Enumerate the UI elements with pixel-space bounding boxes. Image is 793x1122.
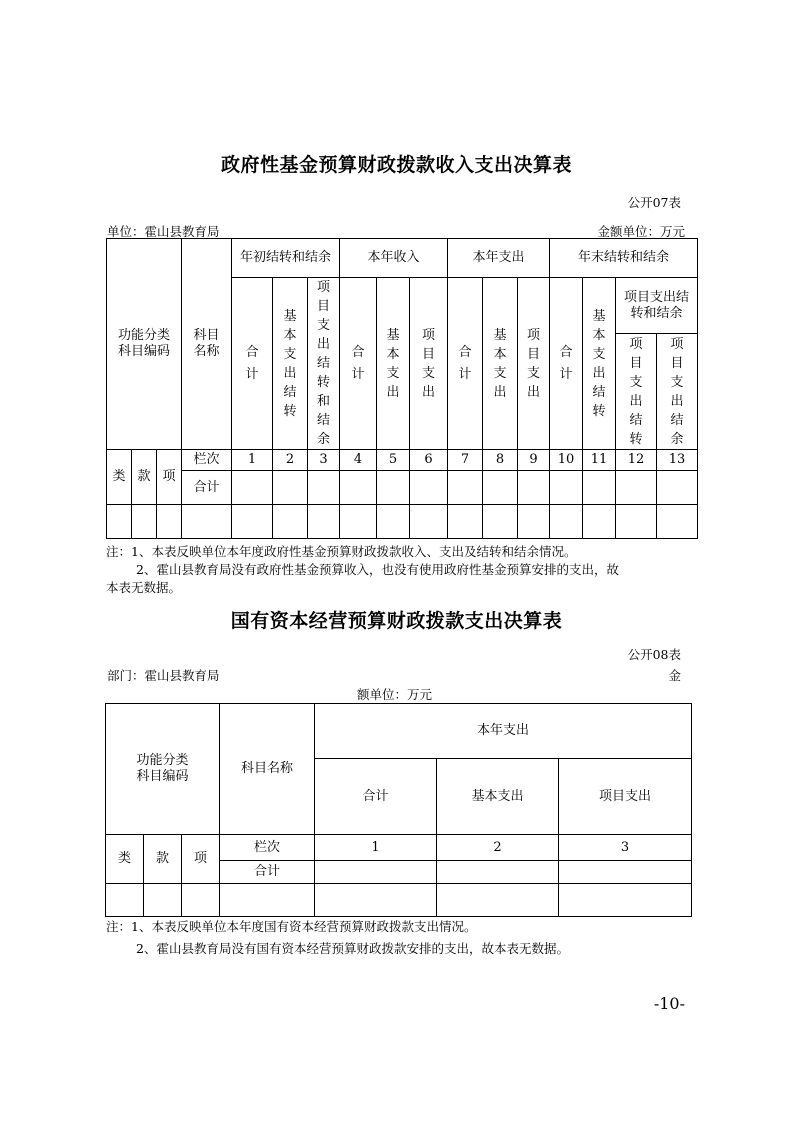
- column-number: 5: [377, 450, 410, 471]
- column-number: 3: [308, 450, 340, 471]
- row-label: 栏次: [220, 835, 315, 861]
- item-header: 项: [157, 450, 182, 505]
- table-row: [106, 884, 692, 917]
- table8: [105, 703, 692, 917]
- subject-name-header: 科目名称: [182, 239, 232, 450]
- table-cell: [410, 471, 448, 505]
- table7-form-number: 公开07表: [627, 195, 681, 210]
- column-number: 4: [340, 450, 377, 471]
- project-header: 项目支出: [559, 759, 692, 835]
- table7: [106, 238, 698, 539]
- column-number: 10: [550, 450, 583, 471]
- table7-note-3: 本表无数据。: [106, 580, 182, 595]
- income-header: 本年收入: [340, 239, 448, 278]
- category-header: 类: [106, 835, 144, 884]
- table7-note-2: 2、霍山县教育局没有政府性基金预算收入，也没有使用政府性基金预算安排的支出，故: [136, 562, 619, 577]
- table8-amount-unit-b: 额单位：万元: [357, 687, 433, 702]
- begin-total-header: 合计: [232, 278, 273, 450]
- column-number: 13: [657, 450, 698, 471]
- category-header: 类: [107, 450, 132, 505]
- begin-carry-header: 年初结转和结余: [232, 239, 340, 278]
- table7-unit-label: 单位：霍山县教育局: [107, 224, 220, 239]
- end-project-balance-header: 项目支出结余: [657, 334, 698, 450]
- table-cell: [315, 861, 437, 884]
- table7-note-1: 注：1、本表反映单位本年度政府性基金预算财政拨款收入、支出及结转和结余情况。: [106, 544, 577, 559]
- table8-title: 国有资本经营预算财政拨款支出决算表: [230, 610, 563, 632]
- basic-header: 基本支出: [437, 759, 559, 835]
- column-number: 7: [448, 450, 483, 471]
- row-label: 栏次: [182, 450, 232, 471]
- expense-project-header: 项目支出: [518, 278, 550, 450]
- column-number: 6: [410, 450, 448, 471]
- income-basic-header: 基本支出: [377, 278, 410, 450]
- income-project-header: 项目支出: [410, 278, 448, 450]
- table-cell: [483, 471, 518, 505]
- table-cell: [559, 861, 692, 884]
- column-number: 3: [559, 835, 692, 861]
- table8-dept-label: 部门：霍山县教育局: [107, 668, 220, 683]
- section-header: 款: [132, 450, 157, 505]
- end-project-carry-header: 项目支出结转: [616, 334, 657, 450]
- sum-label: 合计: [220, 861, 315, 884]
- column-number: 2: [437, 835, 559, 861]
- table-cell: [340, 471, 377, 505]
- table-cell: [583, 471, 616, 505]
- column-number: 12: [616, 450, 657, 471]
- func-code-header: 功能分类科目编码: [107, 239, 182, 450]
- table7-title: 政府性基金预算财政拨款收入支出决算表: [220, 154, 572, 176]
- table-cell: [550, 471, 583, 505]
- end-total-header: 合计: [550, 278, 583, 450]
- func-code-header: 功能分类 科目编码: [106, 704, 220, 835]
- item-header: 项: [182, 835, 220, 884]
- table-cell: [232, 471, 273, 505]
- table8-note-2: 2、霍山县教育局没有国有资本经营预算财政拨款安排的支出，故本表无数据。: [136, 941, 569, 956]
- table-cell: [518, 471, 550, 505]
- income-total-header: 合计: [340, 278, 377, 450]
- table-cell: [308, 471, 340, 505]
- table-cell: [657, 471, 698, 505]
- table-cell: [448, 471, 483, 505]
- column-number: 1: [232, 450, 273, 471]
- table-cell: [273, 471, 308, 505]
- table-row: [107, 505, 698, 539]
- table8-form-number: 公开08表: [627, 647, 681, 662]
- table-cell: [377, 471, 410, 505]
- end-carry-header: 年末结转和结余: [550, 239, 698, 278]
- sum-label: 合计: [182, 471, 232, 505]
- subject-name-header: 科目名称: [220, 704, 315, 835]
- table8-amount-unit-a: 金: [668, 668, 681, 683]
- section-header: 款: [144, 835, 182, 884]
- page-number: -10-: [653, 994, 685, 1013]
- column-number: 1: [315, 835, 437, 861]
- begin-basic-header: 基本支出结转: [273, 278, 308, 450]
- expense-total-header: 合计: [448, 278, 483, 450]
- column-number: 2: [273, 450, 308, 471]
- column-number: 9: [518, 450, 550, 471]
- end-basic-header: 基本支出结转: [583, 278, 616, 450]
- table-cell: [616, 471, 657, 505]
- end-project-header: 项目支出结转和结余: [616, 278, 698, 334]
- expense-header: 本年支出: [315, 704, 692, 759]
- column-number: 8: [483, 450, 518, 471]
- table7-amount-unit: 金额单位：万元: [597, 224, 685, 239]
- expense-header: 本年支出: [448, 239, 550, 278]
- expense-basic-header: 基本支出: [483, 278, 518, 450]
- begin-project-header: 项目支出结转和结余: [308, 278, 340, 450]
- table8-note-1: 注：1、本表反映单位本年度国有资本经营预算财政拨款支出情况。: [106, 919, 477, 934]
- column-number: 11: [583, 450, 616, 471]
- table-cell: [437, 861, 559, 884]
- total-header: 合计: [315, 759, 437, 835]
